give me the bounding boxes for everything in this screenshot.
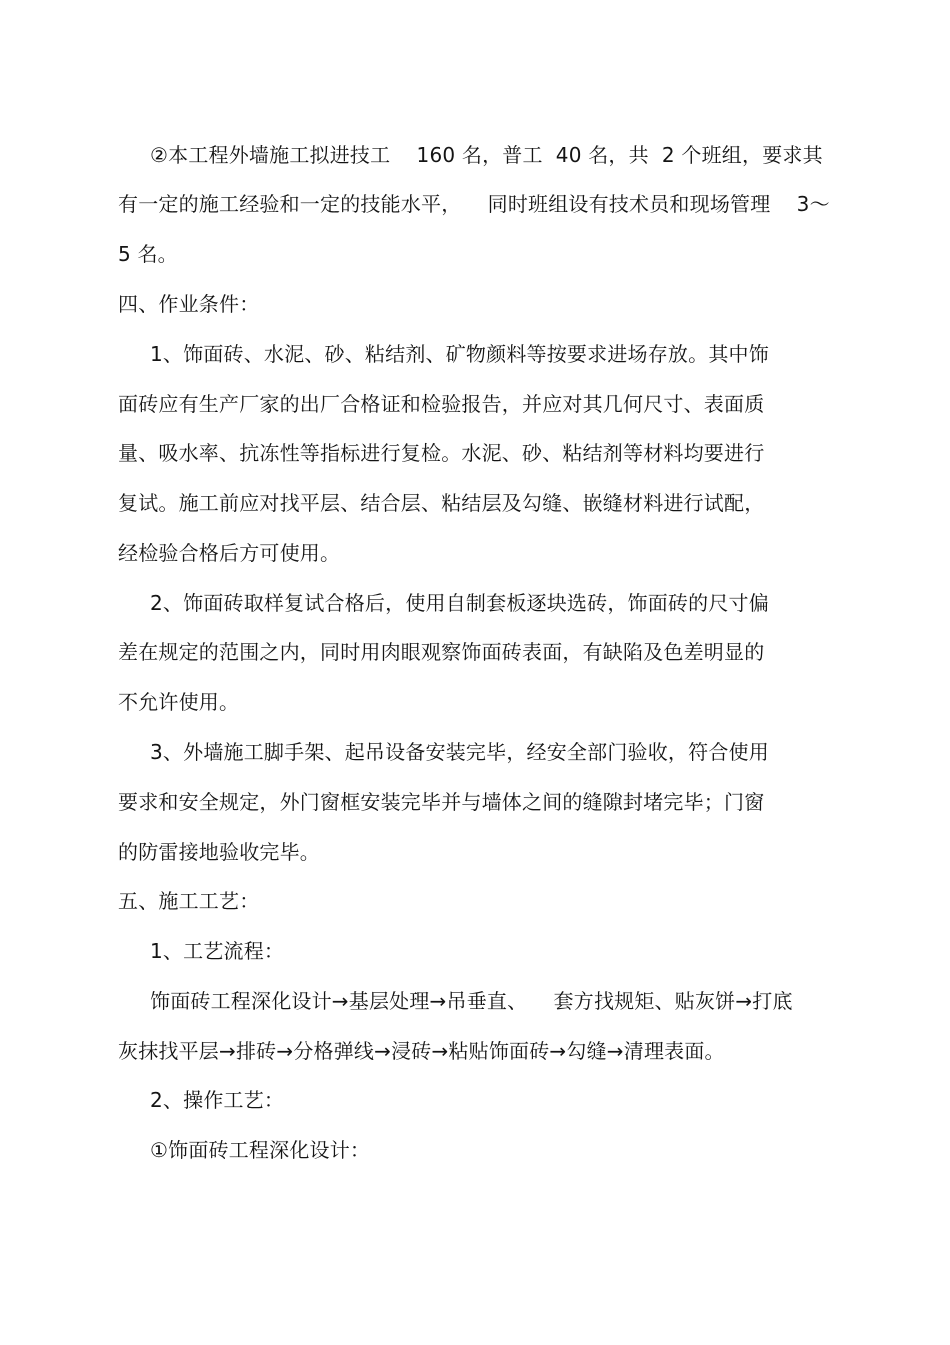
text-line: 不允许使用。 — [118, 690, 240, 714]
text-line: 复试。施工前应对找平层、结合层、粘结层及勾缝、嵌缝材料进行试配， — [118, 491, 765, 515]
text-line: ②本工程外墙施工拟进技工 160 名，普工 40 名，共 2 个班组，要求其 — [150, 143, 823, 167]
text-line: 5 名。 — [118, 242, 178, 266]
section-heading: 四、作业条件： — [118, 292, 260, 316]
text-line: 的防雷接地验收完毕。 — [118, 840, 320, 864]
section-heading: 五、施工工艺： — [118, 889, 260, 913]
text-line: 2、饰面砖取样复试合格后，使用自制套板逐块选砖，饰面砖的尺寸偏 — [150, 591, 769, 615]
text-line: 经检验合格后方可使用。 — [118, 541, 341, 565]
subsection-heading: 2、操作工艺： — [150, 1088, 285, 1112]
text-line: 差在规定的范围之内，同时用肉眼观察饰面砖表面，有缺陷及色差明显的 — [118, 640, 765, 664]
text-line: 灰抹找平层→排砖→分格弹线→浸砖→粘贴饰面砖→勾缝→清理表面。 — [118, 1039, 725, 1063]
text-line: 有一定的施工经验和一定的技能水平， 同时班组设有技术员和现场管理 3～ — [118, 192, 830, 216]
text-line: 面砖应有生产厂家的出厂合格证和检验报告，并应对其几何尺寸、表面质 — [118, 392, 765, 416]
text-line: 1、饰面砖、水泥、砂、粘结剂、矿物颜料等按要求进场存放。其中饰 — [150, 342, 769, 366]
text-line: 量、吸水率、抗冻性等指标进行复检。水泥、砂、粘结剂等材料均要进行 — [118, 441, 765, 465]
text-line: 3、外墙施工脚手架、起吊设备安装完毕，经安全部门验收，符合使用 — [150, 740, 769, 764]
text-line: ①饰面砖工程深化设计： — [150, 1138, 371, 1162]
text-line: 要求和安全规定，外门窗框安装完毕并与墙体之间的缝隙封堵完毕；门窗 — [118, 790, 765, 814]
subsection-heading: 1、工艺流程： — [150, 939, 285, 963]
text-line: 饰面砖工程深化设计→基层处理→吊垂直、 套方找规矩、贴灰饼→打底 — [150, 989, 793, 1013]
